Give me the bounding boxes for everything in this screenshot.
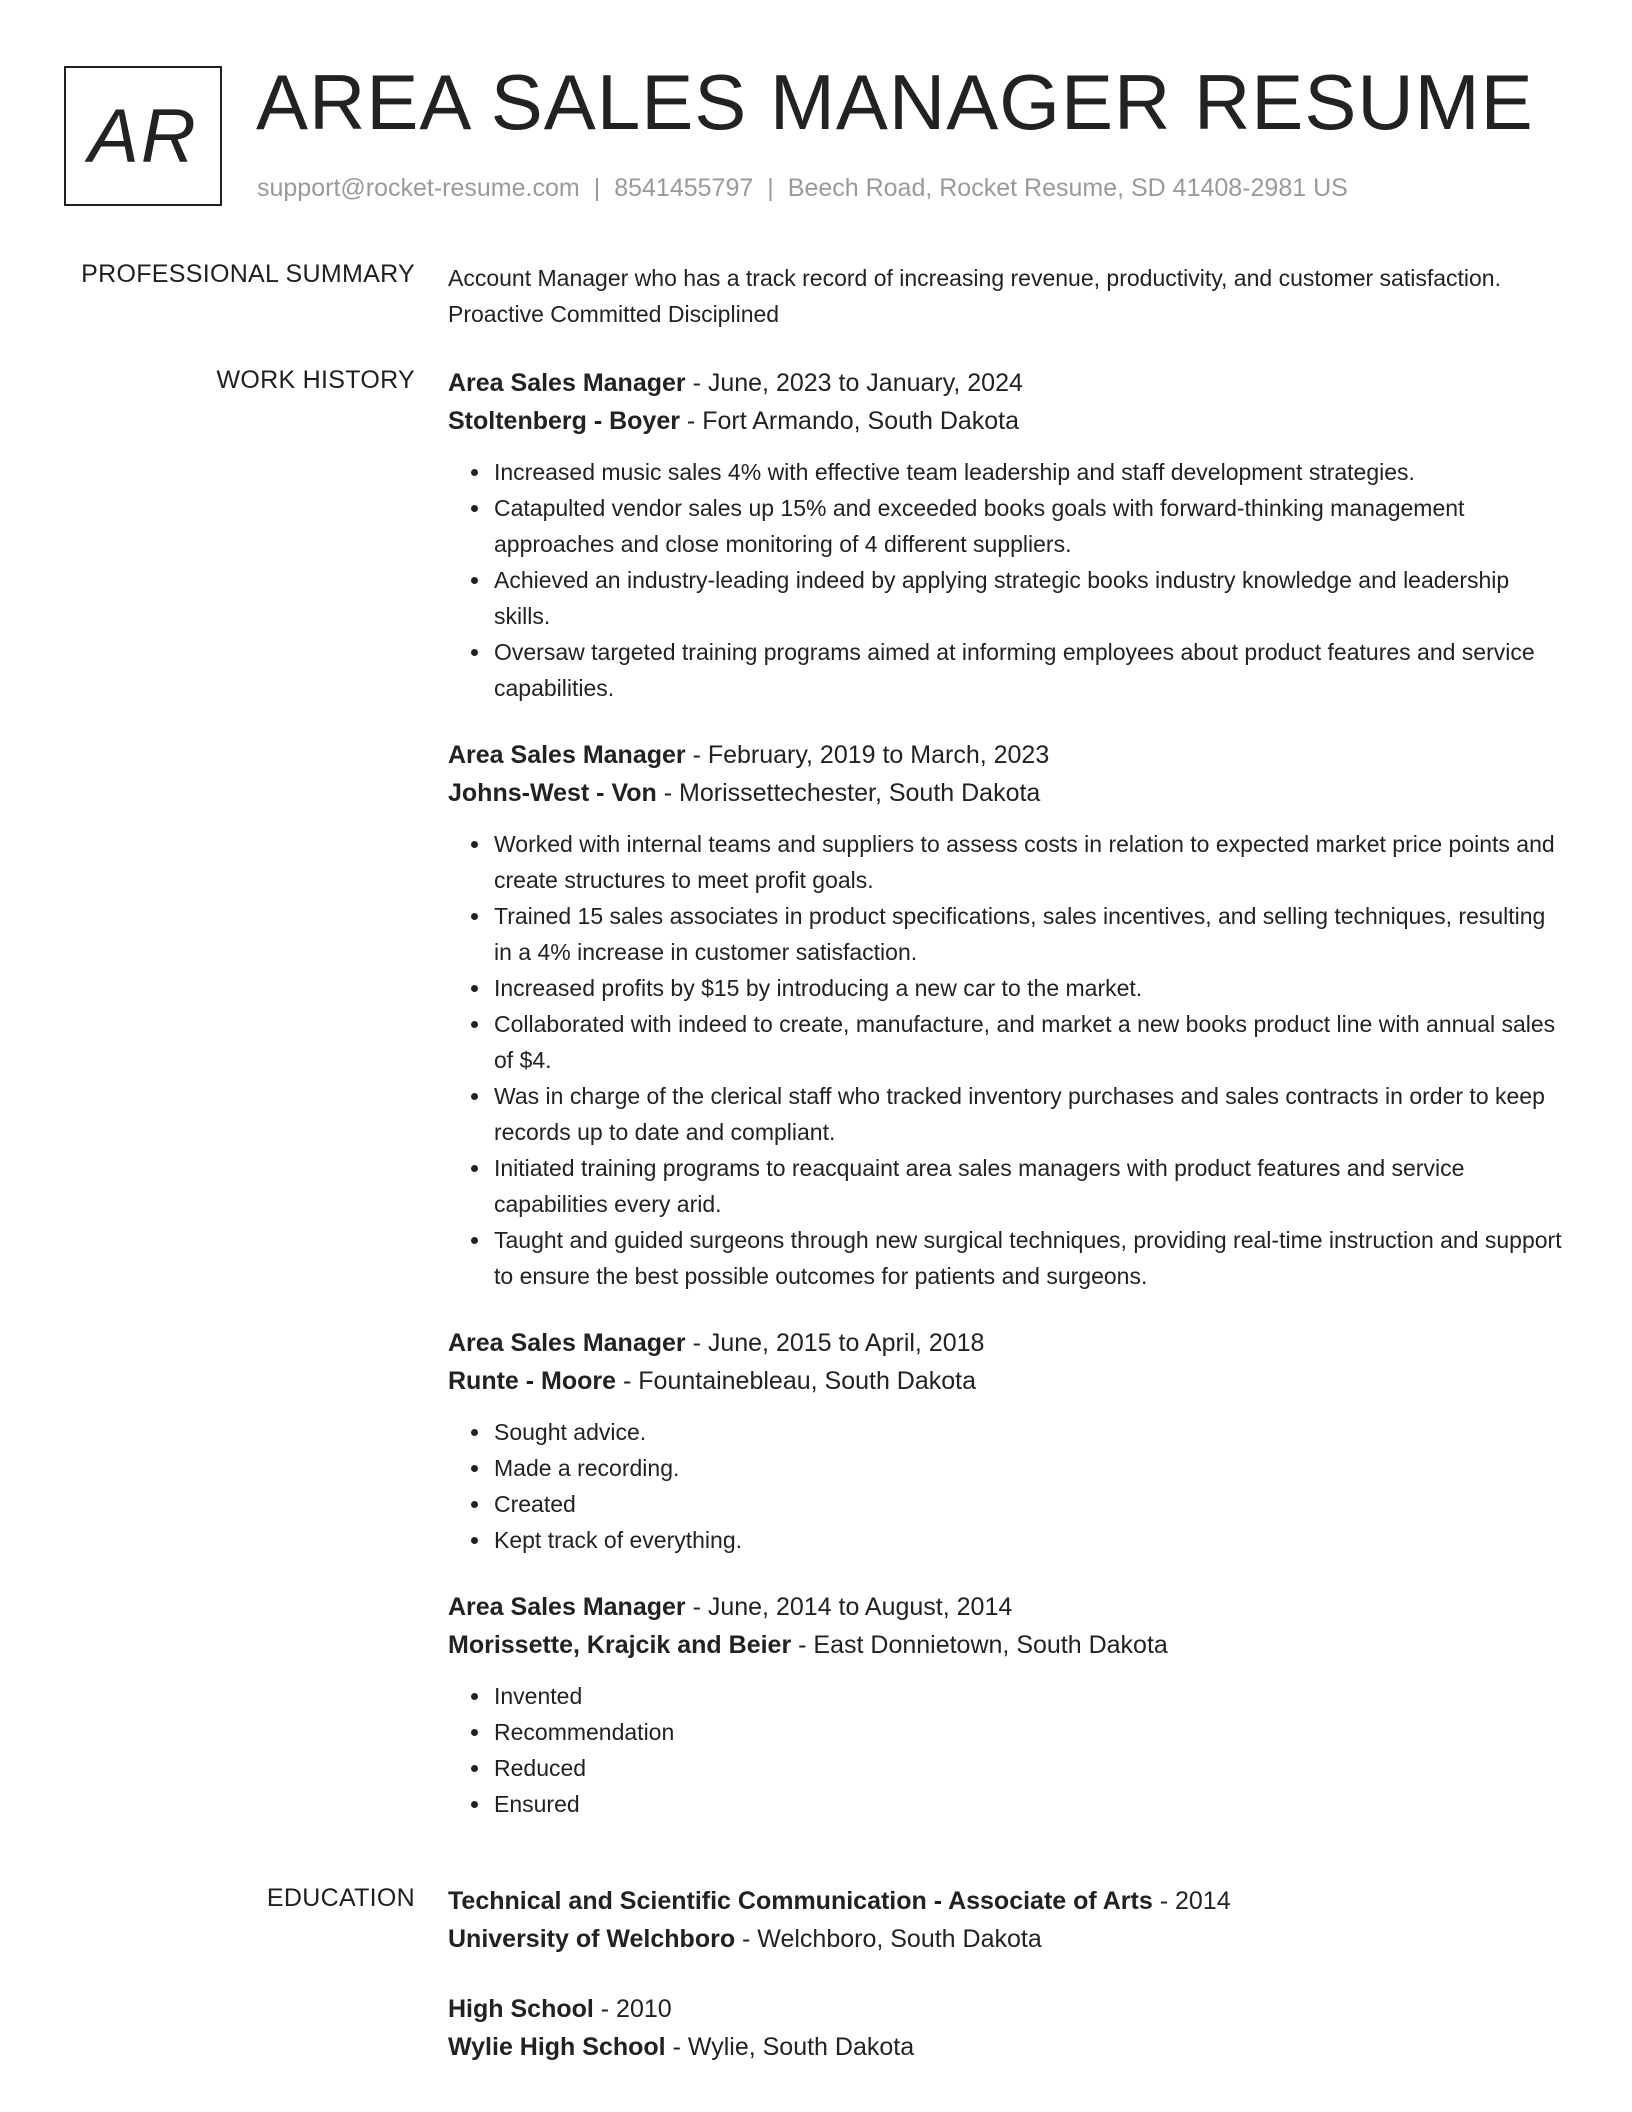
contact-address: Beech Road, Rocket Resume, SD 41408-2981 US	[787, 174, 1348, 202]
job-location: - Fountainebleau, South Dakota	[616, 1367, 977, 1395]
job-dates: - February, 2019 to March, 2023	[685, 741, 1050, 769]
job-title: Area Sales Manager	[448, 741, 686, 769]
school-location: - Wylie, South Dakota	[665, 2033, 915, 2061]
contact-email[interactable]: support@rocket-resume.com	[257, 174, 580, 202]
job-company-line	[448, 774, 1563, 812]
list-item: • Recommendation	[492, 1714, 1563, 1750]
job-bullets	[448, 454, 1563, 706]
list-item: • Created	[492, 1486, 1563, 1522]
job-entry	[448, 736, 1563, 1294]
job-company: Stoltenberg - Boyer	[448, 407, 680, 435]
school-name: University of Welchboro	[448, 1925, 736, 1953]
education-heading: EDUCATION	[266, 1884, 415, 1912]
job-location: - Morissettechester, South Dakota	[656, 779, 1041, 807]
list-item: • Made a recording.	[492, 1450, 1563, 1486]
list-item: • Trained 15 sales associates in product specifications, sales incentives, and selling techniques, resulting in a 4% increase in customer satisfaction.	[492, 898, 1563, 970]
list-item: • Increased music sales 4% with effective team leadership and staff development strategies.	[492, 454, 1563, 490]
work-body	[448, 364, 1563, 1852]
list-item: • Was in charge of the clerical staff who tracked inventory purchases and sales contracts in order to keep records up to date and compliant.	[492, 1078, 1563, 1150]
list-item: • Kept track of everything.	[492, 1522, 1563, 1558]
job-title: Area Sales Manager	[448, 369, 686, 397]
job-dates: - June, 2015 to April, 2018	[685, 1329, 985, 1357]
job-entry	[448, 1324, 1563, 1558]
summary-text: Account Manager who has a track record of increasing revenue, productivity, and customer satisfaction. Proactive Committed Disciplined	[448, 265, 1501, 327]
list-item: • Reduced	[492, 1750, 1563, 1786]
degree-line	[448, 1990, 1563, 2028]
job-bullets	[448, 1678, 1563, 1822]
list-item: • Collaborated with indeed to create, manufacture, and market a new books product line with annual sales of $4.	[492, 1006, 1563, 1078]
job-dates: - June, 2014 to August, 2014	[685, 1593, 1013, 1621]
work-heading: WORK HISTORY	[216, 366, 415, 394]
job-location: - East Donnietown, South Dakota	[791, 1631, 1168, 1659]
job-bullets	[448, 1414, 1563, 1558]
school-line	[448, 2028, 1563, 2066]
degree-year: - 2010	[593, 1995, 672, 2023]
degree-name: High School	[448, 1995, 594, 2023]
job-company-line	[448, 402, 1563, 440]
job-title: Area Sales Manager	[448, 1329, 686, 1357]
monogram-logo: AR	[64, 66, 222, 206]
list-item: • Increased profits by $15 by introducing a new car to the market.	[492, 970, 1563, 1006]
list-item: • Oversaw targeted training programs aimed at informing employees about product features and service capabilities.	[492, 634, 1563, 706]
job-entry	[448, 1588, 1563, 1822]
page-title: AREA SALES MANAGER RESUME	[256, 58, 1534, 146]
list-item: • Ensured	[492, 1786, 1563, 1822]
school-name: Wylie High School	[448, 2033, 666, 2061]
list-item: • Initiated training programs to reacquaint area sales managers with product features and service capabilities every arid.	[492, 1150, 1563, 1222]
job-title-line	[448, 1588, 1563, 1626]
contact-phone[interactable]: 8541455797	[614, 174, 754, 202]
contact-separator: |	[593, 174, 601, 202]
job-title: Area Sales Manager	[448, 1593, 686, 1621]
job-entry	[448, 364, 1563, 706]
job-company-line	[448, 1362, 1563, 1400]
list-item: • Worked with internal teams and suppliers to assess costs in relation to expected market price points and create structures to meet profit goals.	[492, 826, 1563, 898]
contact-separator: |	[767, 174, 774, 202]
degree-year: - 2014	[1152, 1887, 1231, 1915]
contact-line	[257, 174, 1348, 203]
list-item: • Taught and guided surgeons through new surgical techniques, providing real-time instruction and support to ensure the best possible outcomes for patients and surgeons.	[492, 1222, 1563, 1294]
job-title-line	[448, 1324, 1563, 1362]
job-bullets	[448, 826, 1563, 1294]
list-item: • Sought advice.	[492, 1414, 1563, 1450]
job-company-line	[448, 1626, 1563, 1664]
job-company: Runte - Moore	[448, 1367, 617, 1395]
job-company: Morissette, Krajcik and Beier	[448, 1631, 792, 1659]
education-entry	[448, 1882, 1563, 1958]
school-location: - Welchboro, South Dakota	[735, 1925, 1042, 1953]
job-location: - Fort Armando, South Dakota	[679, 407, 1020, 435]
education-entry	[448, 1990, 1563, 2066]
list-item: • Achieved an industry-leading indeed by applying strategic books industry knowledge and leadership skills.	[492, 562, 1563, 634]
job-title-line	[448, 364, 1563, 402]
list-item: • Invented	[492, 1678, 1563, 1714]
summary-heading: PROFESSIONAL SUMMARY	[81, 260, 415, 288]
school-line	[448, 1920, 1563, 1958]
summary-body	[448, 260, 1563, 332]
degree-line	[448, 1882, 1563, 1920]
list-item: • Catapulted vendor sales up 15% and exceeded books goals with forward-thinking management approaches and close monitoring of 4 different suppliers.	[492, 490, 1563, 562]
job-dates: - June, 2023 to January, 2024	[685, 369, 1023, 397]
degree-name: Technical and Scientific Communication - Associate of Arts	[448, 1887, 1153, 1915]
job-company: Johns-West - Von	[448, 779, 657, 807]
job-title-line	[448, 736, 1563, 774]
education-body	[448, 1882, 1563, 2098]
